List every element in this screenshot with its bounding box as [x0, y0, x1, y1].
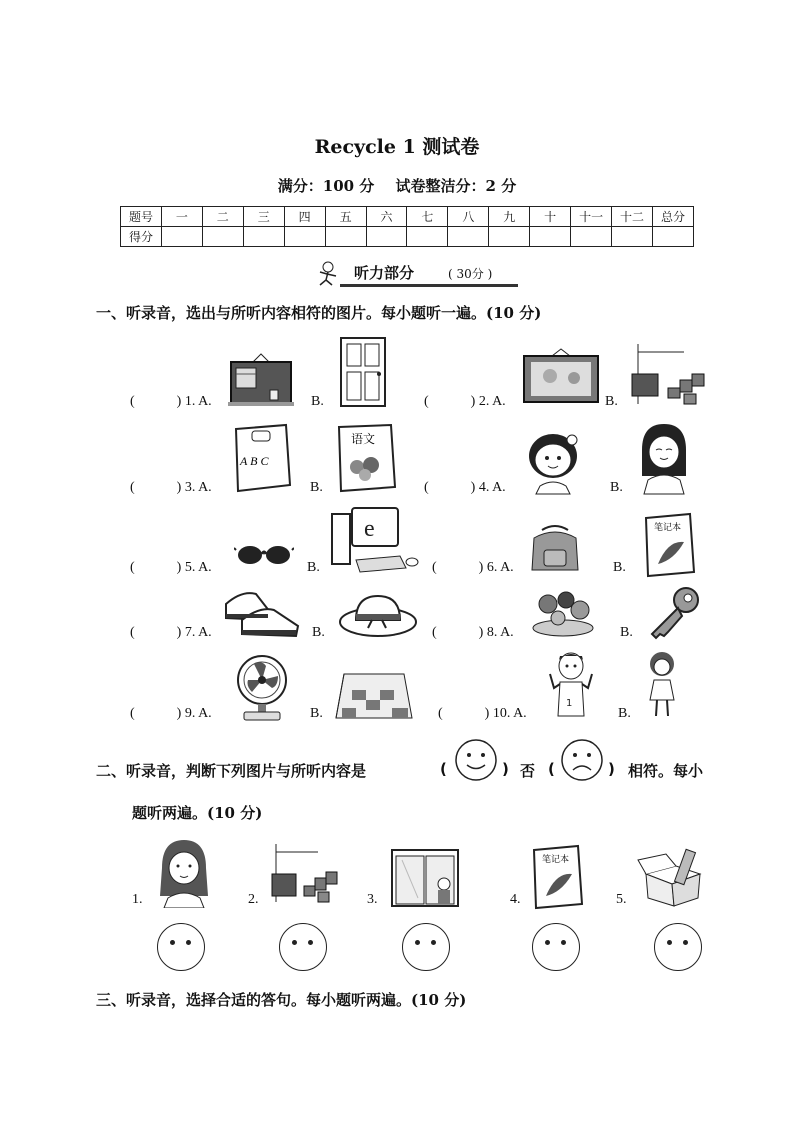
question-number: 3. A.	[184, 480, 212, 495]
chinese-book-title: 语文	[351, 432, 376, 446]
q2-number: 2.	[248, 892, 259, 907]
score-line	[0, 175, 794, 196]
score-table-cell: 七	[407, 207, 448, 227]
paren-close: )	[176, 625, 182, 640]
question-number: 1. A.	[184, 394, 212, 409]
strong-boy-icon	[544, 650, 598, 722]
score-input-cell[interactable]	[284, 227, 325, 247]
option-b-label: B.	[613, 560, 626, 575]
question-row	[130, 480, 212, 496]
score-table-cell: 得分	[121, 227, 162, 247]
question-number: 5. A.	[184, 560, 212, 575]
classroom-desks-icon	[268, 844, 340, 908]
q2-number: 3.	[367, 892, 378, 907]
paren-open: (	[424, 480, 429, 495]
computer-icon	[330, 506, 420, 576]
section-2-text-end: 相符。每小	[628, 762, 704, 780]
option-b-label: B.	[618, 706, 631, 721]
english-book-letters: A B C	[240, 454, 269, 468]
question-row	[130, 560, 212, 576]
option-b-label: B.	[610, 480, 623, 495]
answer-face-circle[interactable]	[279, 923, 327, 971]
svg-text:e: e	[364, 516, 375, 542]
paren-close: )	[478, 625, 484, 640]
answer-face-circle[interactable]	[402, 923, 450, 971]
paren-open: (	[432, 625, 437, 640]
question-number: 7. A.	[184, 625, 212, 640]
question-row	[438, 706, 527, 722]
score-table-cell: 五	[325, 207, 366, 227]
notebook-title: 笔记本	[542, 855, 570, 865]
section-1-points: (10 分)	[486, 304, 542, 322]
option-b-label: B.	[307, 560, 320, 575]
fan-icon	[234, 652, 290, 722]
smiley-paren-open: (	[440, 760, 447, 778]
question-number: 4. A.	[478, 480, 506, 495]
section-2-heading-line2	[132, 802, 262, 823]
score-table-cell: 九	[489, 207, 530, 227]
option-b-label: B.	[620, 625, 633, 640]
candy-icon	[530, 586, 596, 638]
banner-points: ( 30分 )	[448, 267, 493, 281]
score-table-cell: 六	[366, 207, 407, 227]
listening-banner	[314, 258, 534, 288]
box-ruler-icon	[636, 848, 708, 908]
smiley-paren-close: )	[502, 760, 509, 778]
key-icon	[648, 586, 700, 640]
q2-number: 5.	[616, 892, 627, 907]
answer-face-circle[interactable]	[532, 923, 580, 971]
window-icon	[390, 848, 460, 908]
running-kid-icon	[314, 260, 344, 286]
question-number: 9. A.	[184, 706, 212, 721]
paren-close: )	[484, 706, 490, 721]
girl-long-hair-icon	[636, 420, 692, 496]
score-input-cell[interactable]	[489, 227, 530, 247]
score-input-cell[interactable]	[366, 227, 407, 247]
score-table-cell: 三	[243, 207, 284, 227]
section-1-heading	[96, 302, 541, 323]
sad-face-icon	[560, 738, 604, 782]
sneakers-icon	[222, 584, 302, 640]
score-table-header-row	[121, 207, 694, 227]
section-2-text-line2: 题听两遍。	[132, 804, 208, 822]
floor-icon	[334, 668, 414, 720]
score-table-cell: 十	[530, 207, 571, 227]
question-number: 8. A.	[486, 625, 514, 640]
banner-underline	[340, 284, 518, 287]
option-b-label: B.	[311, 394, 324, 409]
score-input-cell[interactable]	[243, 227, 284, 247]
paren-open: (	[130, 560, 135, 575]
school-bag-icon	[528, 522, 582, 574]
option-b-label: B.	[312, 625, 325, 640]
paren-open: (	[432, 560, 437, 575]
paren-close: )	[176, 480, 182, 495]
score-input-cell[interactable]	[325, 227, 366, 247]
score-input-cell[interactable]	[530, 227, 571, 247]
question-row	[432, 625, 514, 641]
section-3-points: (10 分)	[411, 991, 467, 1009]
paren-open: (	[130, 394, 135, 409]
question-row	[130, 394, 212, 410]
question-row	[432, 560, 514, 576]
question-row	[424, 394, 506, 410]
option-b-label: B.	[310, 480, 323, 495]
frown-paren-open: (	[548, 760, 555, 778]
sunglasses-icon	[234, 542, 294, 566]
frown-paren-close: )	[608, 760, 615, 778]
girl-short-hair-icon	[524, 428, 582, 496]
question-number: 2. A.	[478, 394, 506, 409]
score-table	[120, 206, 694, 247]
picture-frame-icon	[522, 348, 600, 404]
score-table-cell: 二	[202, 207, 243, 227]
paren-close: )	[478, 560, 484, 575]
paren-open: (	[130, 480, 135, 495]
chinese-book-icon	[335, 423, 397, 493]
girl-long-hair-icon	[154, 836, 214, 908]
notebook-icon	[640, 512, 696, 578]
q2-number: 1.	[132, 892, 143, 907]
little-girl-icon	[644, 650, 680, 720]
notebook-title: 笔记本	[654, 523, 682, 533]
page-title: Recycle 1 测试卷	[314, 136, 480, 158]
paren-close: )	[470, 394, 476, 409]
question-row	[130, 706, 212, 722]
door-icon	[339, 336, 387, 408]
score-table-cell: 八	[448, 207, 489, 227]
question-number: 6. A.	[486, 560, 514, 575]
score-table-score-row	[121, 227, 694, 247]
smile-face-icon	[454, 738, 498, 782]
question-row	[130, 625, 212, 641]
section-3-text: 三、听录音，选择合适的答句。每小题听两遍。	[96, 991, 412, 1009]
answer-face-circle[interactable]	[157, 923, 205, 971]
question-number: 10. A.	[492, 706, 527, 721]
answer-face-circle[interactable]	[654, 923, 702, 971]
notebook-icon	[528, 844, 584, 910]
option-b-label: B.	[310, 706, 323, 721]
paren-close: )	[470, 480, 476, 495]
score-input-cell[interactable]	[407, 227, 448, 247]
svg-text:1: 1	[566, 698, 573, 709]
score-table-cell: 总分	[652, 207, 693, 227]
paren-open: (	[130, 625, 135, 640]
paren-open: (	[130, 706, 135, 721]
score-input-cell[interactable]	[652, 227, 693, 247]
section-1-text: 一、听录音，选出与所听内容相符的图片。每小题听一遍。	[96, 304, 487, 322]
option-b-label: B.	[605, 394, 618, 409]
question-row	[424, 480, 506, 496]
paren-close: )	[176, 560, 182, 575]
english-book-icon	[230, 423, 292, 493]
full-score: 满分：100 分	[277, 177, 375, 195]
score-table-cell: 十二	[612, 207, 653, 227]
paren-close: )	[176, 706, 182, 721]
section-2-points: (10 分)	[207, 804, 263, 822]
section-3-heading	[96, 989, 466, 1010]
score-input-cell[interactable]	[571, 227, 612, 247]
score-input-cell[interactable]	[202, 227, 243, 247]
q2-number: 4.	[510, 892, 521, 907]
score-table-cell: 题号	[121, 207, 162, 227]
paren-open: (	[424, 394, 429, 409]
section-2-text: 二、听录音，判断下列图片与所听内容是	[96, 762, 367, 780]
score-input-cell[interactable]	[612, 227, 653, 247]
banner-label: 听力部分	[354, 264, 415, 282]
hat-icon	[338, 592, 418, 638]
paren-open: (	[438, 706, 443, 721]
score-input-cell[interactable]	[448, 227, 489, 247]
paren-close: )	[176, 394, 182, 409]
score-table-cell: 十一	[571, 207, 612, 227]
neatness-score: 试卷整洁分：2 分	[395, 177, 517, 195]
classroom-desks-icon	[628, 344, 710, 410]
score-table-cell: 一	[161, 207, 202, 227]
score-table-cell: 四	[284, 207, 325, 227]
score-input-cell[interactable]	[161, 227, 202, 247]
blackboard-icon	[228, 352, 294, 408]
no-word: 否	[520, 762, 536, 780]
section-2-heading-line1	[96, 760, 366, 781]
